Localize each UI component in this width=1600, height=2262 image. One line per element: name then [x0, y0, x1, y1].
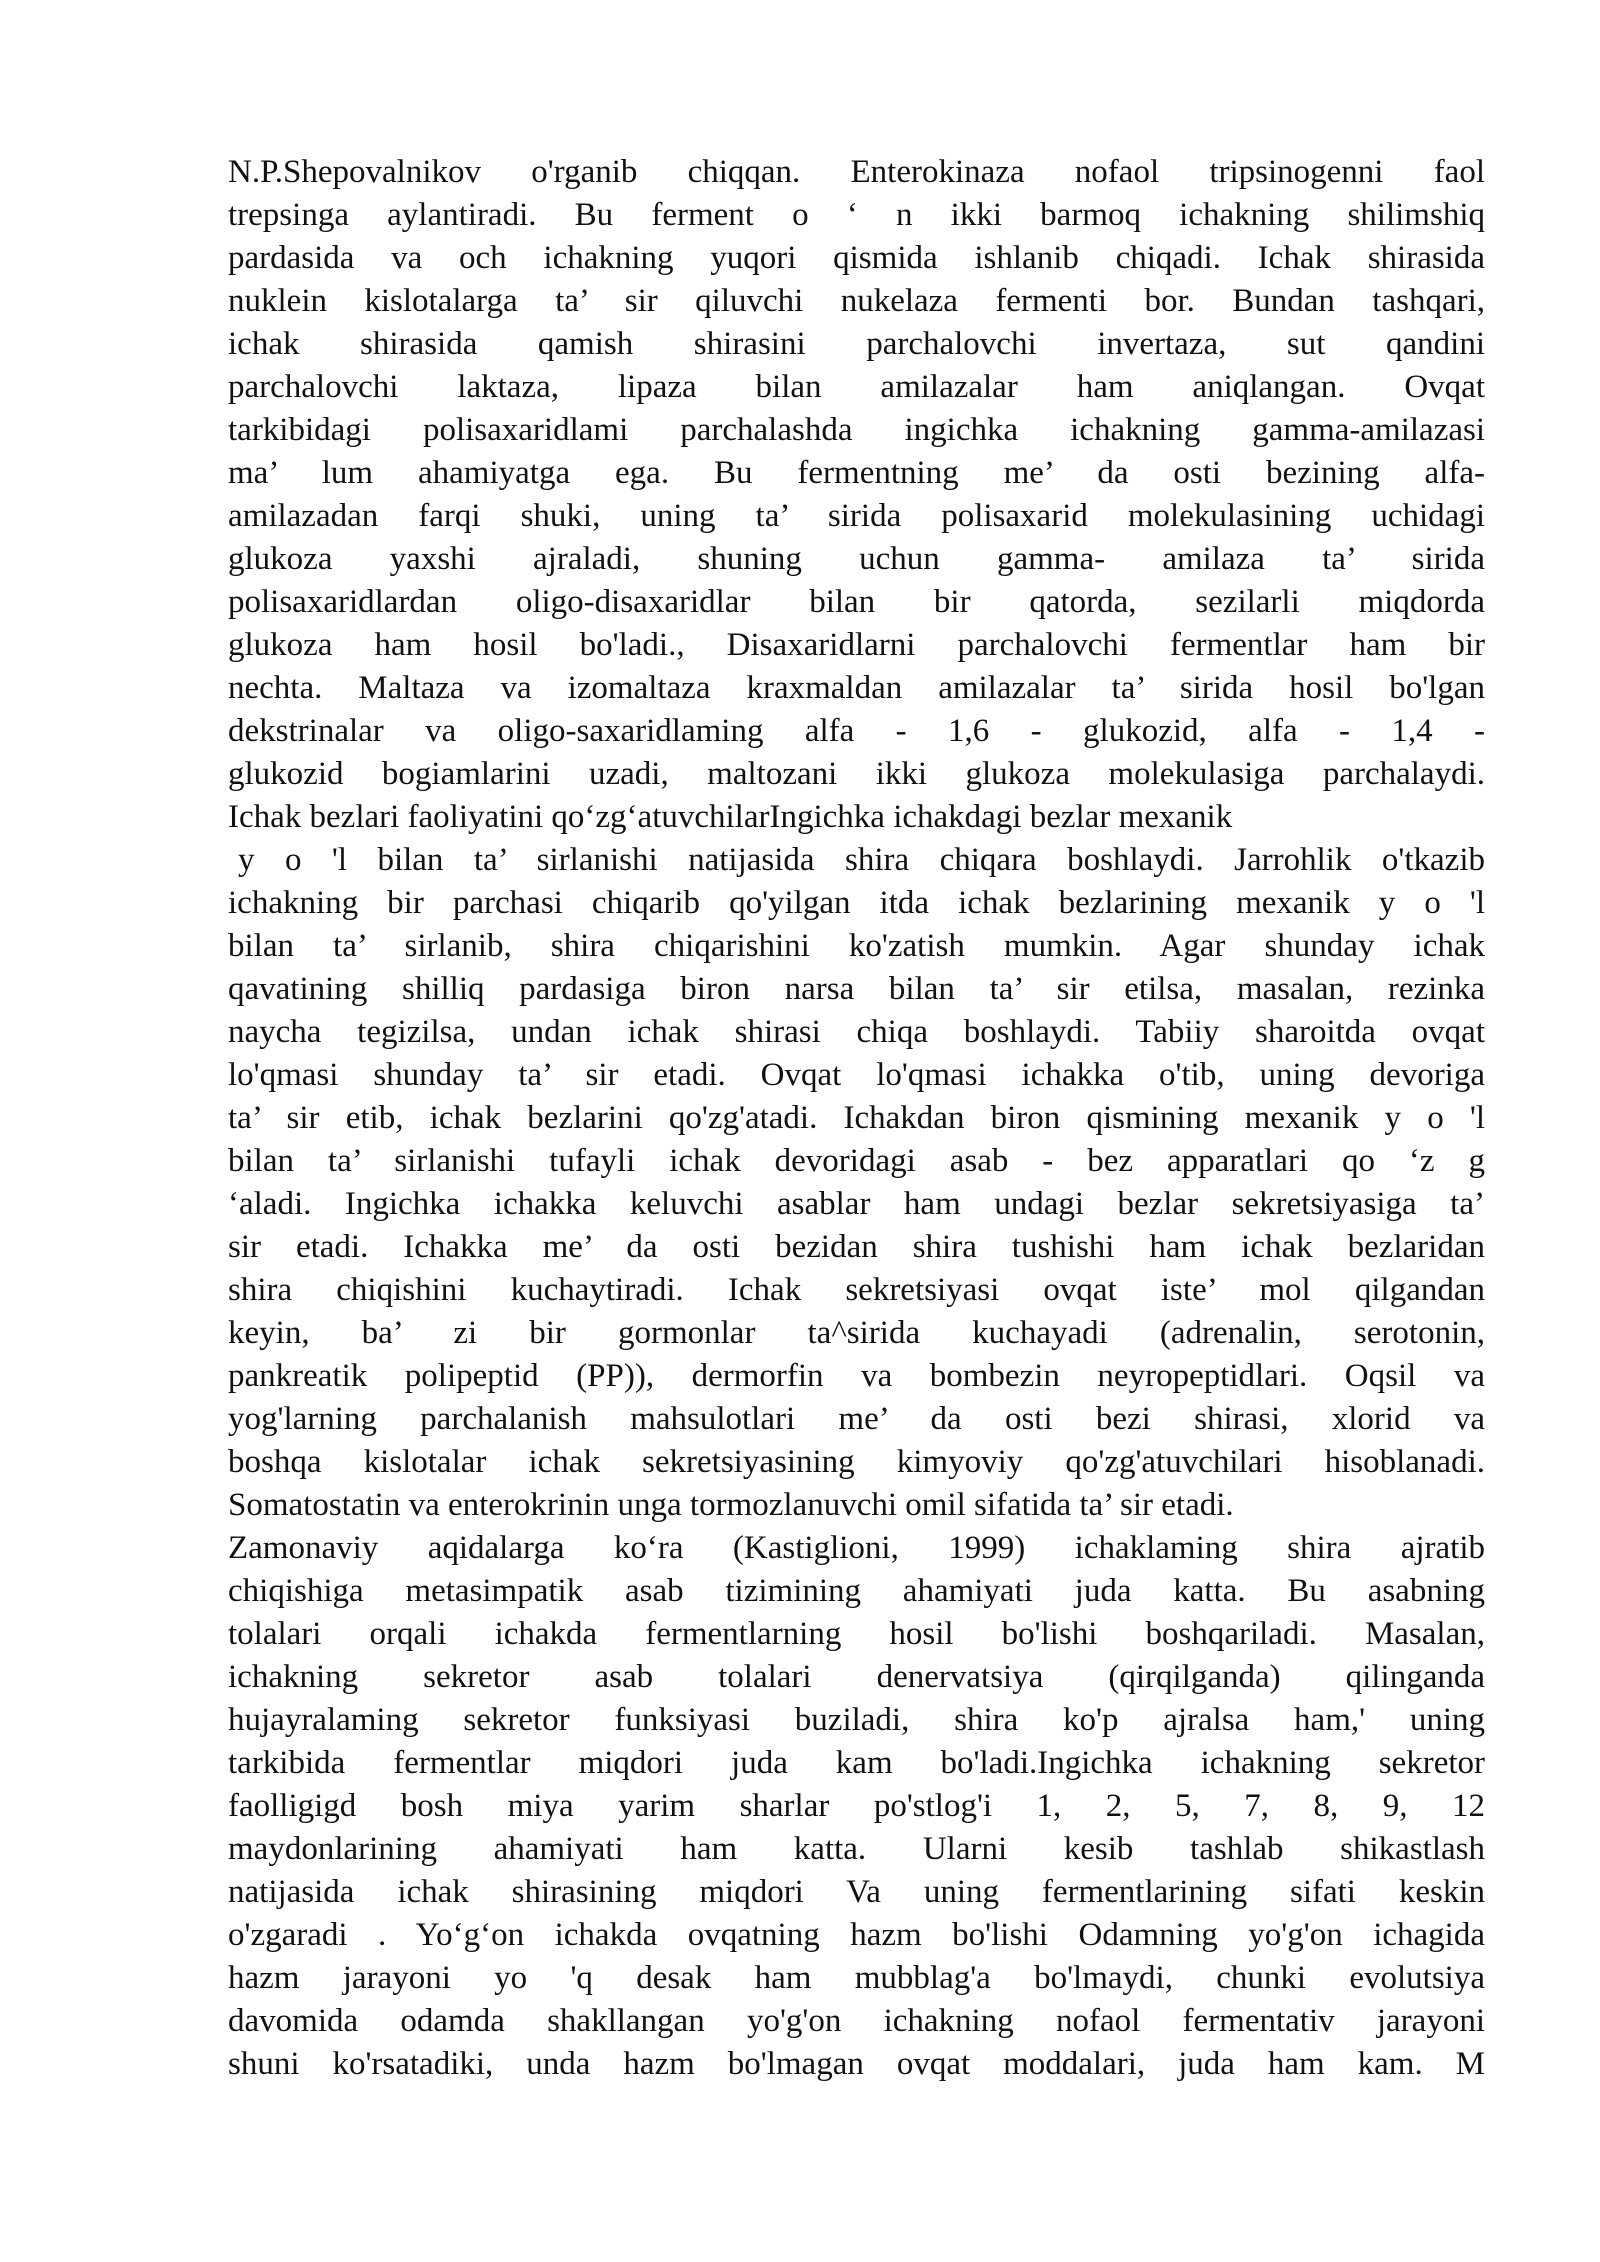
text-line: tarkibida fermentlar miqdori juda kam bo'ladi.Ingichka ichakning sekretor [228, 1745, 1485, 1781]
text-line: pardasida va och ichakning yuqori qismida ishlanib chiqadi. Ichak shirasida [228, 240, 1485, 276]
text-line: glukoza ham hosil bo'ladi., Disaxaridlarni parchalovchi fermentlar ham bir [228, 627, 1485, 663]
text-line: amilazadan farqi shuki, uning ta’ sirida polisaxarid molekulasining uchidagi [228, 498, 1485, 534]
text-line: y o 'l bilan ta’ sirlanishi natijasida shira chiqara boshlaydi. Jarrohlik o'tkazib [238, 842, 1485, 878]
text-line: glukozid bogiamlarini uzadi, maltozani ikki glukoza molekulasiga parchalaydi. [228, 756, 1485, 792]
text-line: nuklein kislotalarga ta’ sir qiluvchi nukelaza fermenti bor. Bundan tashqari, [228, 283, 1485, 319]
text-line: Somatostatin va enterokrinin unga tormozlanuvchi omil sifatida ta’ sir etadi. [228, 1487, 1234, 1523]
text-line: shira chiqishini kuchaytiradi. Ichak sekretsiyasi ovqat iste’ mol qilgandan [228, 1272, 1485, 1308]
text-line: trepsinga aylantiradi. Bu ferment o ‘ n ikki barmoq ichakning shilimshiq [228, 197, 1485, 233]
text-line: boshqa kislotalar ichak sekretsiyasining kimyoviy qo'zg'atuvchilari hisoblanadi. [228, 1444, 1485, 1480]
text-line: ta’ sir etib, ichak bezlarini qo'zg'atadi. Ichakdan biron qismining mexanik y o 'l [228, 1100, 1485, 1136]
text-line: ma’ lum ahamiyatga ega. Bu fermentning me’ da osti bezining alfa- [228, 455, 1485, 491]
text-line: faolligigd bosh miya yarim sharlar po'stlog'i 1, 2, 5, 7, 8, 9, 12 [228, 1788, 1485, 1824]
text-line: bilan ta’ sirlanib, shira chiqarishini ko'zatish mumkin. Agar shunday ichak [228, 928, 1485, 964]
text-line: hazm jarayoni yo 'q desak ham mubblag'a bo'lmaydi, chunki evolutsiya [228, 1960, 1485, 1996]
text-line: natijasida ichak shirasining miqdori Va uning fermentlarining sifati keskin [228, 1874, 1485, 1910]
text-line: chiqishiga metasimpatik asab tizimining ahamiyati juda katta. Bu asabning [228, 1573, 1485, 1609]
text-line: parchalovchi laktaza, lipaza bilan amilazalar ham aniqlangan. Ovqat [228, 369, 1485, 405]
text-line: Zamonaviy aqidalarga ko‘ra (Kastiglioni, 1999) ichaklaming shira ajratib [228, 1530, 1485, 1566]
text-line: lo'qmasi shunday ta’ sir etadi. Ovqat lo'qmasi ichakka o'tib, uning devoriga [228, 1057, 1485, 1093]
text-line: tarkibidagi polisaxaridlami parchalashda ingichka ichakning gamma-amilazasi [228, 412, 1485, 448]
text-line: shuni ko'rsatadiki, unda hazm bo'lmagan ovqat moddalari, juda ham kam. M [228, 2046, 1485, 2082]
text-line: pankreatik polipeptid (PP)), dermorfin va bombezin neyropeptidlari. Oqsil va [228, 1358, 1485, 1394]
body-text [228, 151, 1485, 2086]
text-line: bilan ta’ sirlanishi tufayli ichak devoridagi asab - bez apparatlari qo ‘z g [228, 1143, 1485, 1179]
text-line: dekstrinalar va oligo-saxaridlaming alfa - 1,6 - glukozid, alfa - 1,4 - [228, 713, 1485, 749]
text-line: tolalari orqali ichakda fermentlarning hosil bo'lishi boshqariladi. Masalan, [228, 1616, 1485, 1652]
text-line: nechta. Maltaza va izomaltaza kraxmaldan amilazalar ta’ sirida hosil bo'lgan [228, 670, 1485, 706]
text-line: o'zgaradi . Yo‘g‘on ichakda ovqatning hazm bo'lishi Odamning yo'g'on ichagida [228, 1917, 1485, 1953]
text-line: ichakning sekretor asab tolalari denervatsiya (qirqilganda) qilinganda [228, 1659, 1485, 1695]
text-line: sir etadi. Ichakka me’ da osti bezidan shira tushishi ham ichak bezlaridan [228, 1229, 1485, 1265]
text-line: hujayralaming sekretor funksiyasi buziladi, shira ko'p ajralsa ham,' uning [228, 1702, 1485, 1738]
section-heading-line: Ichak bezlari faoliyatini qo‘zg‘atuvchilarIngichka ichakdagi bezlar mexanik [228, 799, 1233, 835]
text-line: naycha tegizilsa, undan ichak shirasi chiqa boshlaydi. Tabiiy sharoitda ovqat [228, 1014, 1485, 1050]
text-line: maydonlarining ahamiyati ham katta. Ularni kesib tashlab shikastlash [228, 1831, 1485, 1867]
text-line: davomida odamda shakllangan yo'g'on ichakning nofaol fermentativ jarayoni [228, 2003, 1485, 2039]
text-line: qavatining shilliq pardasiga biron narsa bilan ta’ sir etilsa, masalan, rezinka [228, 971, 1485, 1007]
text-line: keyin, ba’ zi bir gormonlar ta^sirida kuchayadi (adrenalin, serotonin, [228, 1315, 1485, 1351]
text-line: N.P.Shepovalnikov o'rganib chiqqan. Enterokinaza nofaol tripsinogenni faol [228, 154, 1485, 190]
text-line: ichak shirasida qamish shirasini parchalovchi invertaza, sut qandini [228, 326, 1485, 362]
text-line: ichakning bir parchasi chiqarib qo'yilgan itda ichak bezlarining mexanik y o 'l [228, 885, 1485, 921]
text-line: ‘aladi. Ingichka ichakka keluvchi asablar ham undagi bezlar sekretsiyasiga ta’ [228, 1186, 1485, 1222]
text-line: yog'larning parchalanish mahsulotlari me’ da osti bezi shirasi, xlorid va [228, 1401, 1485, 1437]
text-line: polisaxaridlardan oligo-disaxaridlar bilan bir qatorda, sezilarli miqdorda [228, 584, 1485, 620]
text-line: glukoza yaxshi ajraladi, shuning uchun gamma- amilaza ta’ sirida [228, 541, 1485, 577]
